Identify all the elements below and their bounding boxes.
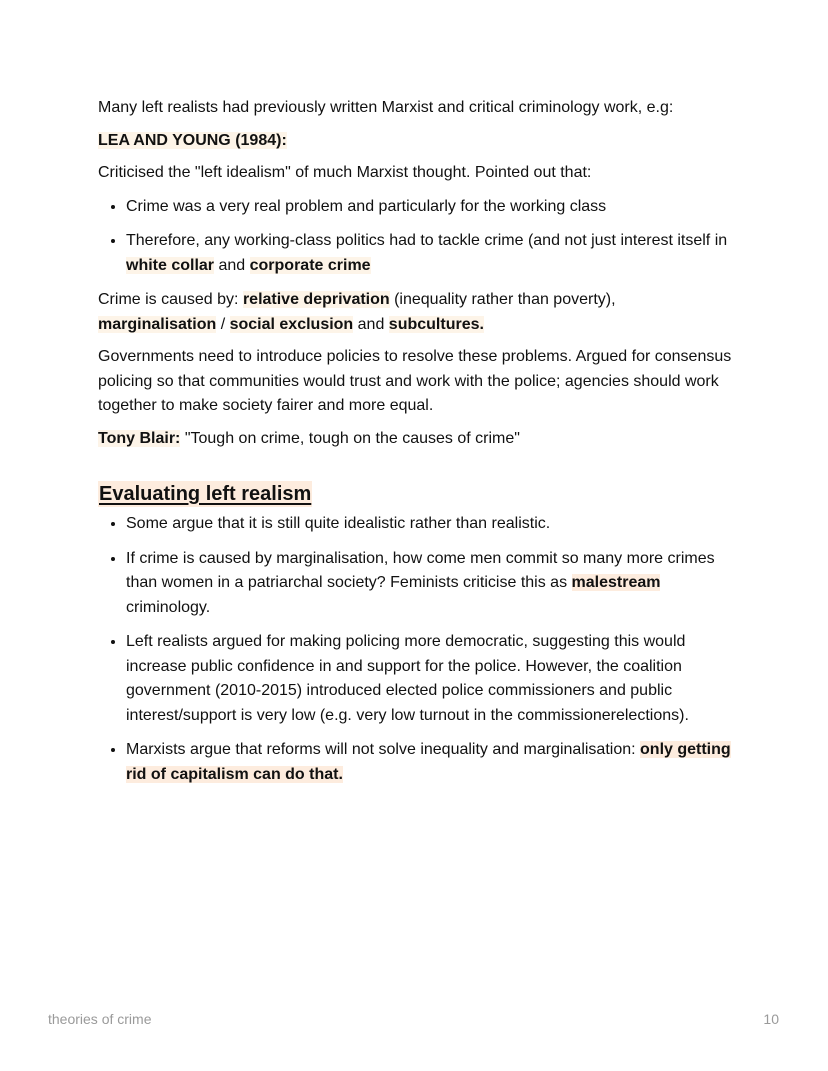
governments-paragraph: Governments need to introduce policies to resolve these problems. Argued for consensus policing so that communities would trust and work with the police; agencies should work together to make society fairer and more equal. (98, 348, 732, 414)
footer-page-number: 10 (763, 1011, 779, 1027)
evaluation-bullet-list (98, 511, 738, 787)
capitalism-conclusion: only getting rid of capitalism can do that. (126, 741, 731, 783)
cause-paragraph: Crime is caused by: relative deprivation (inequality rather than poverty), marginalisation / social exclusion and subcultures. (98, 291, 616, 333)
list-item: • Left realists argued for making policing more democratic, suggesting this would increase public confidence in and support for the police. However, the coalition government (2010-2015) introduced elected police commissioners and public interest/support is very low (e.g. very low turnout in the commissionerelections). (126, 629, 738, 728)
footer-document-title: theories of crime (48, 1011, 152, 1027)
lea-bullet-list (98, 194, 738, 279)
malestream-term: malestream (571, 574, 661, 591)
lea-young-label: LEA AND YOUNG (1984): (98, 131, 287, 149)
list-item: • Marxists argue that reforms will not solve inequality and marginalisation: only getting rid of capitalism can do that. (126, 737, 738, 787)
social-exclusion-term: social exclusion (229, 315, 354, 333)
marginalisation-term: marginalisation (98, 315, 217, 333)
corporate-crime-term: corporate crime (249, 256, 371, 274)
blair-name: Tony Blair: (98, 429, 181, 447)
list-item: • If crime is caused by marginalisation, how come men commit so many more crimes than women in a patriarchal society? Feminists criticise this as malestream criminology. (126, 546, 738, 621)
lea-young-heading (98, 129, 738, 154)
list-item: • Therefore, any working-class politics had to tackle crime (and not just interest itself in white collar and corporate crime (126, 228, 738, 278)
list-item: • Some argue that it is still quite idealistic rather than realistic. (126, 511, 738, 537)
subcultures-term: subcultures. (388, 315, 484, 333)
document-body (98, 96, 738, 797)
white-collar-term: white collar (126, 256, 215, 274)
intro-paragraph: Many left realists had previously written Marxist and critical criminology work, e.g: (98, 99, 674, 116)
criticised-paragraph: Criticised the "left idealism" of much Marxist thought. Pointed out that: (98, 164, 592, 181)
evaluating-heading: Evaluating left realism (99, 483, 312, 505)
list-item: • Crime was a very real problem and particularly for the working class (126, 194, 738, 220)
blair-quote: Tony Blair: "Tough on crime, tough on the causes of crime" (98, 429, 520, 447)
relative-deprivation-term: relative deprivation (242, 291, 390, 308)
